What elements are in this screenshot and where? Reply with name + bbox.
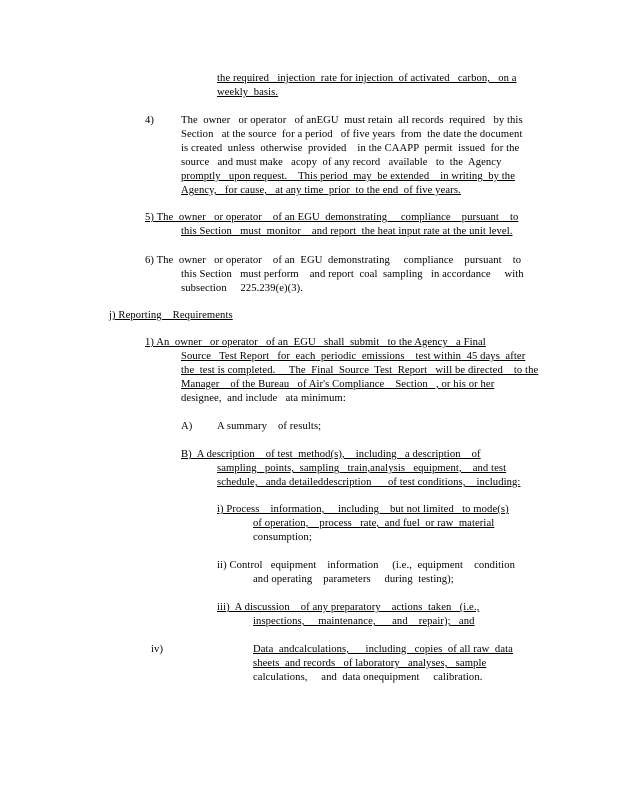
text-line: of operation, process rate, and fuel or raw material [253,518,495,529]
text-line: 5) The owner or operator of an EGU demonstrating compliance pursuant to [145,212,519,223]
section-heading: j) Reporting Requirements [109,310,233,321]
text-line: calculations, and data onequipment calibration. [253,672,483,683]
text-line: subsection 225.239(e)(3). [181,283,304,294]
text-line: Section at the source for a period of five years from the date the document [181,129,523,140]
text-line: schedule, anda detaileddescription of test conditions, including: [217,477,521,488]
text-line: is created unless otherwise provided in the CAAPP permit issued for the [181,143,520,154]
text-line: consumption; [253,532,312,543]
text-line: 1) An owner or operator of an EGU shall submit to the Agency a Final [145,337,486,348]
text-line: B) A description of test method(s), including a description of [181,449,481,460]
text-line: Data andcalculations, including copies of all raw data [253,644,513,655]
text-line: Agency, for cause, at any time prior to the end of five years. [181,185,461,196]
text-line: the test is completed. The Final Source Test Report will be directed to the [181,365,539,376]
text-line: promptly upon request. This period may be extended in writing by the [181,171,515,182]
text-line: sampling points, sampling train,analysis equipment, and test [217,463,507,474]
item-number: 4) [145,115,155,126]
text-line: and operating parameters during testing); [253,574,454,585]
text-line: 6) The owner or operator of an EGU demonstrating compliance pursuant to [145,255,522,266]
text-line: inspections, maintenance, and repair); and [253,616,475,627]
text-line: this Section must monitor and report the heat input rate at the unit level. [181,226,513,237]
text-line: designee, and include ata minimum: [181,393,346,404]
text-line: weekly basis. [217,87,279,98]
text-line: sheets and records of laboratory analyses, sample [253,658,487,669]
text-line: Source Test Report for each periodic emissions test within 45 days after [181,351,526,362]
text-line: this Section must perform and report coal sampling in accordance with [181,269,524,280]
text-line: source and must make acopy of any record available to the Agency [181,157,502,168]
item-number: iv) [151,644,164,655]
text-line: ii) Control equipment information (i.e., equipment condition [217,560,515,571]
text-line: The owner or operator of anEGU must retain all records required by this [181,115,523,126]
text-line: i) Process information, including but not limited to mode(s) [217,504,509,515]
item-number: A) [181,421,193,432]
text-line: Manager of the Bureau of Air's Compliance Section , or his or her [181,379,495,390]
text-line: A summary of results; [217,421,322,432]
text-line: the required injection rate for injection of activated carbon, on a [217,73,517,84]
text-line: iii) A discussion of any preparatory actions taken (i.e., [217,602,480,613]
